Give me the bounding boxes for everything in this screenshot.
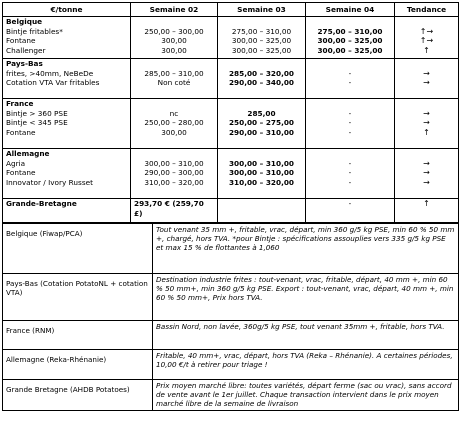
variety-label: Innovator / Ivory Russet — [6, 177, 93, 187]
week2-header: Semaine 02 — [131, 3, 218, 17]
table-row — [3, 99, 459, 149]
variety-label: Fontane — [6, 127, 36, 137]
note-source: Allemagne (Reka-Rhénanie) — [3, 350, 153, 380]
country-name: Belgique — [6, 17, 43, 26]
note-source: Belgique (Fiwap/PCA) — [3, 224, 153, 274]
price-value: 300,00 – 325,00 — [317, 45, 383, 55]
trend-arrow-icon: → — [423, 118, 430, 128]
price-value: 285,00 – 320,00 — [228, 68, 295, 78]
country-name: Allemagne — [6, 149, 50, 158]
price-value: - — [348, 68, 352, 78]
price-value: 285,00 — [247, 108, 276, 118]
week4-cell — [306, 17, 395, 59]
week4-cell — [306, 149, 395, 199]
country-name: France — [6, 99, 34, 108]
trend-cell — [395, 149, 459, 199]
note-text: Fritable, 40 mm+, vrac, départ, hors TVA (Reka – Rhénanie). A certaines périodes, 10,00 €/t à retirer pour triage ! — [153, 350, 459, 380]
trend-arrow-icon: → — [423, 168, 430, 178]
country-cell — [3, 17, 131, 59]
note-text: Tout venant 35 mm +, fritable, vrac, départ, min 360 g/5 kg PSE, min 60 % 50 mm +, chargé, hors TVA. *pour Bintje : spécifications assouplies vers 335 g/5 kg PSE et max 15 % de flottantes à 1,060 — [153, 224, 459, 274]
price-value: 250,00 – 280,00 — [144, 118, 204, 128]
variety-label: Bintje > 360 PSE — [6, 108, 68, 118]
price-value: nc — [169, 108, 179, 118]
price-value: 293,70 € (259,70 £) — [134, 199, 204, 218]
price-value: 300,00 – 310,00 — [144, 158, 204, 168]
variety-label: Bintje fritables* — [6, 26, 63, 36]
trend-arrow-icon: ↑ — [423, 45, 430, 55]
price-value: - — [348, 127, 352, 137]
week2-cell — [131, 17, 218, 59]
price-value: 290,00 – 340,00 — [228, 78, 295, 88]
price-value: 300,00 – 310,00 — [228, 158, 295, 168]
price-value: 300,00 – 325,00 — [231, 45, 292, 55]
week4-cell — [306, 99, 395, 149]
week4-cell — [306, 59, 395, 99]
variety-label: Fontane — [6, 168, 36, 178]
trend-arrow-icon: ↑→ — [419, 26, 434, 36]
header-row — [3, 3, 459, 17]
source-notes-table — [2, 223, 459, 411]
week4-header: Semaine 04 — [306, 3, 395, 17]
variety-label: Fontane — [6, 36, 36, 46]
price-value: 275,00 – 310,00 — [231, 26, 292, 36]
price-value: 290,00 – 310,00 — [228, 127, 295, 137]
week3-cell — [218, 59, 306, 99]
price-value: - — [348, 108, 352, 118]
note-source: Grande Bretagne (AHDB Potatoes) — [3, 380, 153, 411]
note-row — [3, 350, 459, 380]
price-value: - — [348, 168, 352, 178]
price-value: - — [348, 118, 352, 128]
trend-cell — [395, 17, 459, 59]
price-value: - — [348, 199, 352, 208]
price-value: 300,00 – 310,00 — [228, 168, 295, 178]
table-row — [3, 17, 459, 59]
price-value: 310,00 – 320,00 — [228, 177, 295, 187]
week3-cell — [218, 199, 306, 223]
week2-cell — [131, 199, 218, 223]
price-value: 285,00 – 310,00 — [144, 68, 204, 78]
trend-arrow-icon: → — [423, 177, 430, 187]
trend-arrow-icon: ↑ — [423, 199, 430, 208]
note-row — [3, 224, 459, 274]
country-cell — [3, 99, 131, 149]
note-row — [3, 321, 459, 350]
country-cell — [3, 149, 131, 199]
week2-cell — [131, 99, 218, 149]
country-cell — [3, 59, 131, 99]
country-name: Grande-Bretagne — [6, 199, 77, 208]
variety-label: Cotation VTA Var fritables — [6, 78, 100, 88]
week3-cell — [218, 149, 306, 199]
week2-cell — [131, 59, 218, 99]
trend-arrow-icon: → — [423, 68, 430, 78]
week4-cell — [306, 199, 395, 223]
trend-arrow-icon: ↑→ — [419, 36, 434, 46]
note-text: Destination industrie frites : tout-venant, vrac, fritable, départ, 40 mm +, min 60 % 50 mm+, min 360 g/5 kg PSE. Export : tout-venant, vrac, départ, 40 mm +, min 60 % 50 mm+, Prix hors TVA. — [153, 274, 459, 321]
variety-label: Bintje < 345 PSE — [6, 118, 68, 128]
week3-header: Semaine 03 — [218, 3, 306, 17]
note-source: France (RNM) — [3, 321, 153, 350]
price-value: 300,00 — [161, 127, 187, 137]
price-table — [2, 2, 459, 223]
note-text: Prix moyen marché libre: toutes variétés, départ ferme (sac ou vrac), sans accord de vente avant le 1er juillet. Chaque transaction intervient dans le prix moyen marché libre de la semaine de livraison — [153, 380, 459, 411]
price-value: 300,00 — [161, 45, 187, 55]
week3-cell — [218, 17, 306, 59]
price-value: - — [348, 78, 352, 88]
trend-arrow-icon: → — [423, 158, 430, 168]
price-report — [0, 2, 460, 425]
price-value: 290,00 – 300,00 — [144, 168, 204, 178]
table-row — [3, 59, 459, 99]
price-value: 310,00 – 320,00 — [144, 177, 204, 187]
variety-label: Challenger — [6, 45, 46, 55]
price-value: 275,00 – 310,00 — [317, 26, 383, 36]
trend-cell — [395, 99, 459, 149]
country-cell — [3, 199, 131, 223]
price-value: 250,00 – 275,00 — [228, 118, 295, 128]
price-value: 300,00 – 325,00 — [231, 36, 292, 46]
price-value: - — [348, 158, 352, 168]
week3-cell — [218, 99, 306, 149]
variety-label: frites, >40mm, NeBeDe — [6, 68, 94, 78]
trend-header: Tendance — [395, 3, 459, 17]
trend-arrow-icon: → — [423, 78, 430, 88]
note-text: Bassin Nord, non lavée, 360g/5 kg PSE, tout venant 35mm +, fritable, hors TVA. — [153, 321, 459, 350]
price-value: 300,00 – 325,00 — [317, 36, 383, 46]
price-value: 250,00 – 300,00 — [144, 26, 204, 36]
price-value: - — [348, 177, 352, 187]
note-row — [3, 380, 459, 411]
trend-arrow-icon: ↑ — [423, 127, 430, 137]
trend-cell — [395, 199, 459, 223]
price-value: 300,00 — [161, 36, 187, 46]
note-source: Pays-Bas (Cotation PotatoNL + cotation VTA) — [3, 274, 153, 321]
week2-cell — [131, 149, 218, 199]
table-row — [3, 149, 459, 199]
trend-arrow-icon: → — [423, 108, 430, 118]
price-value: Non coté — [157, 78, 191, 88]
table-row — [3, 199, 459, 223]
unit-header: €/tonne — [3, 3, 131, 17]
variety-label: Agria — [6, 158, 26, 168]
trend-cell — [395, 59, 459, 99]
note-row — [3, 274, 459, 321]
country-name: Pays-Bas — [6, 59, 43, 68]
